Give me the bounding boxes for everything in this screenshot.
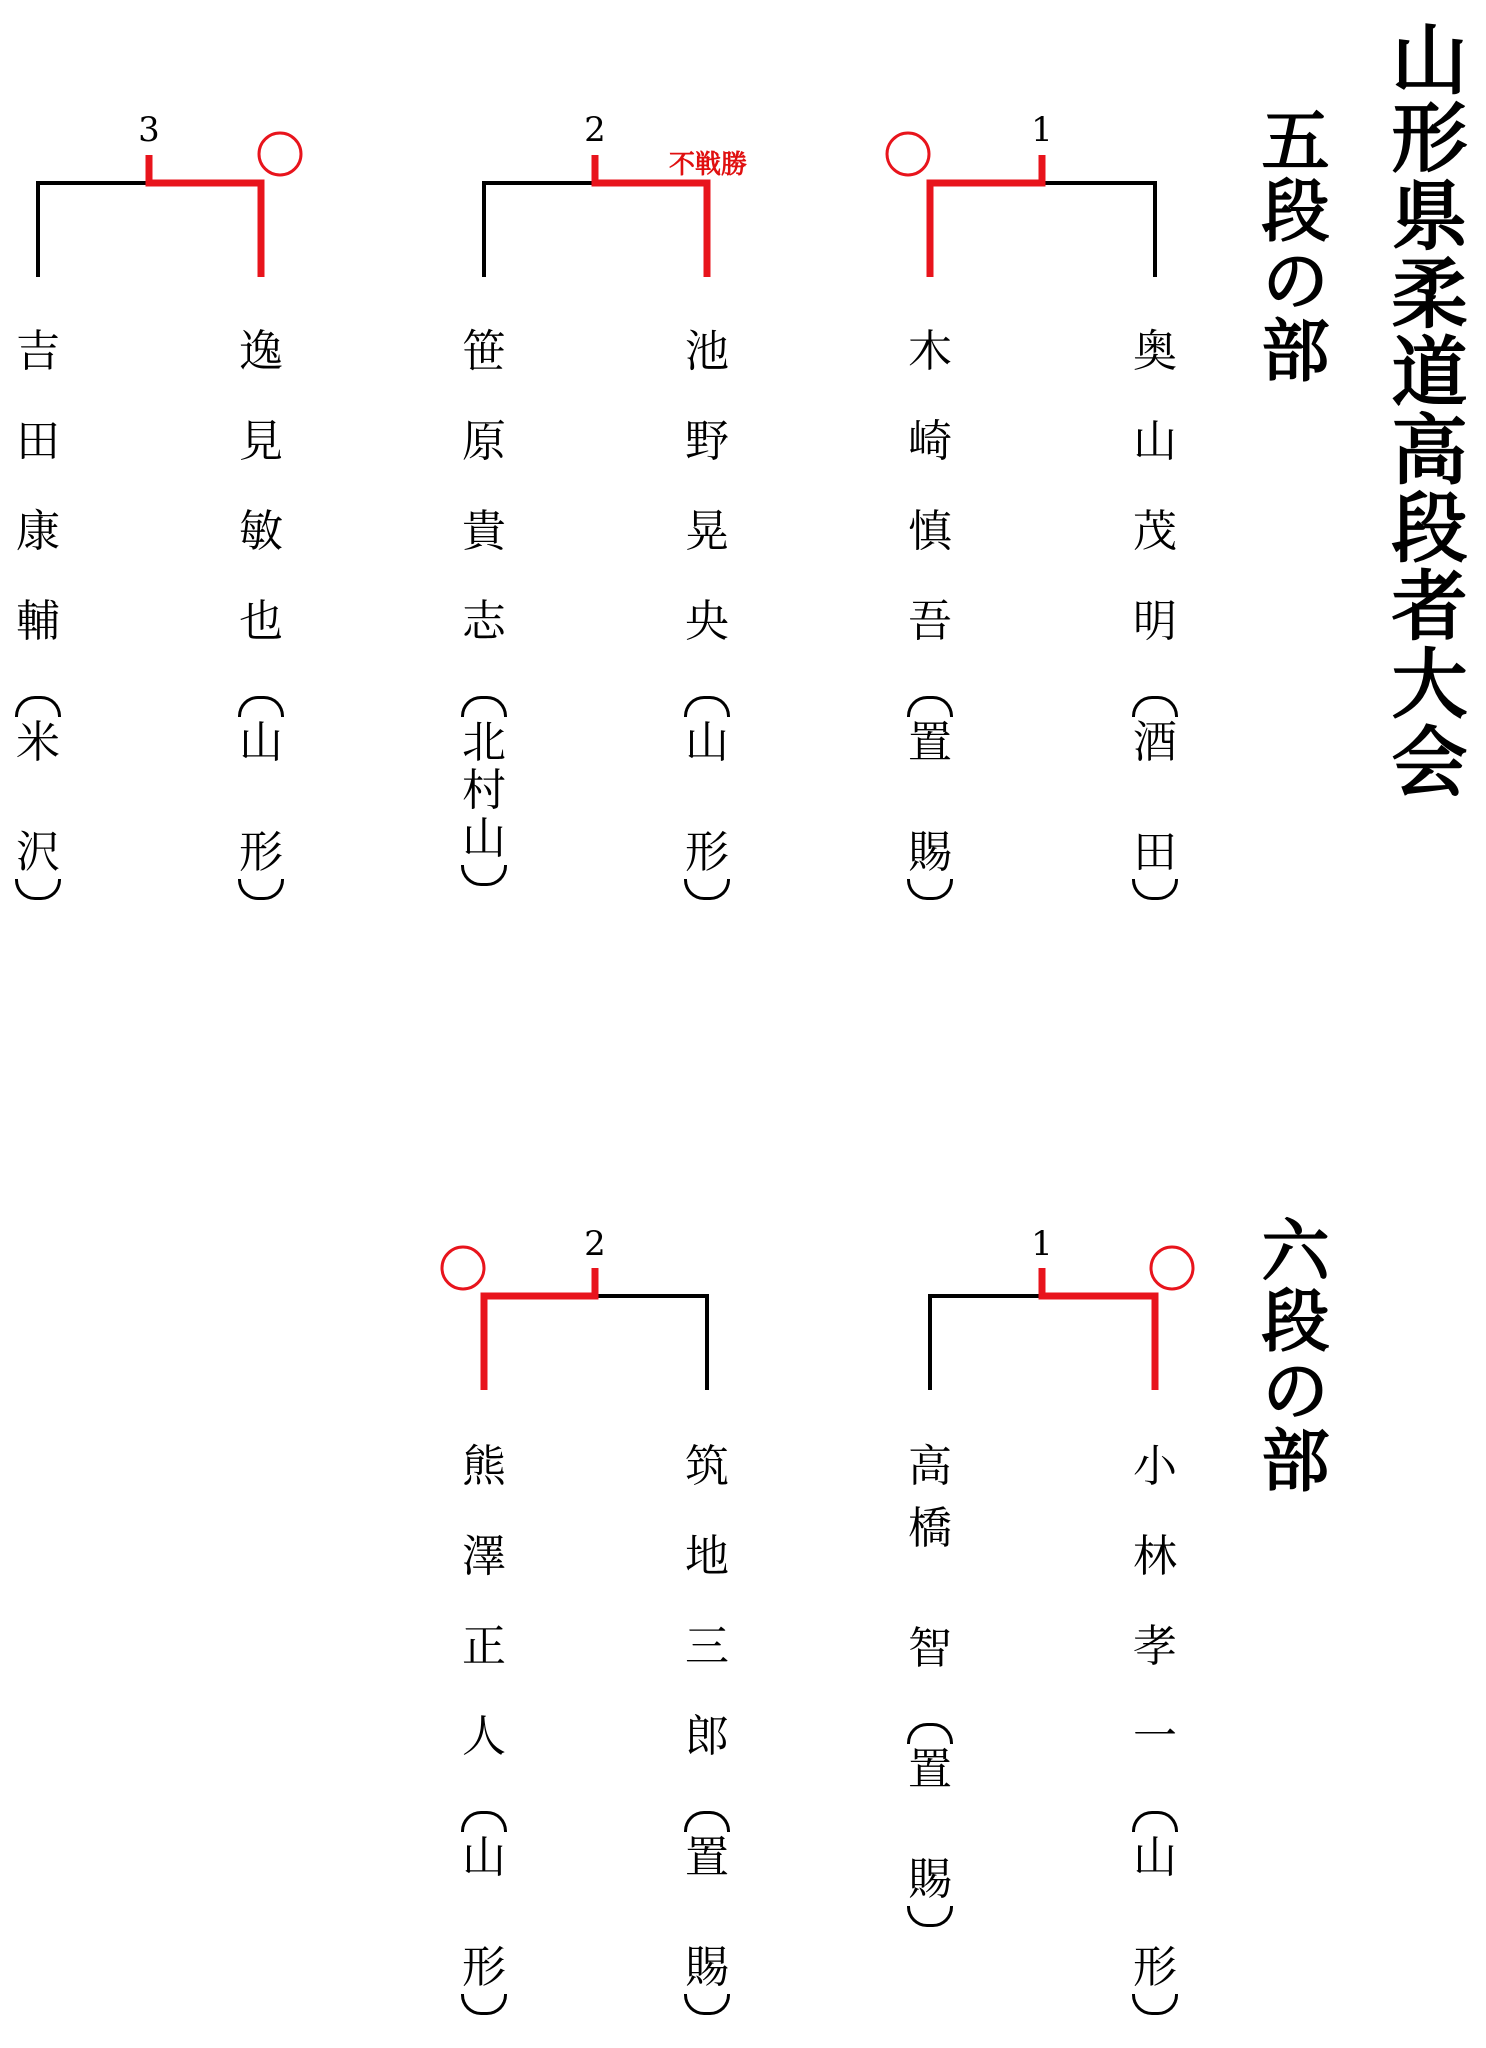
paren-close — [1132, 879, 1178, 900]
bracket-line-kizaki-win — [930, 155, 1042, 277]
paren-open — [907, 696, 953, 717]
match-number-2: 2 — [584, 1224, 606, 1264]
paren-open — [907, 1723, 953, 1744]
paren-open — [15, 696, 61, 717]
paren-close — [1132, 1994, 1178, 2015]
player-affiliation: 置 賜 — [908, 717, 952, 878]
paren-close — [907, 879, 953, 900]
player-tsukiji — [677, 1441, 737, 2015]
match-6dan-1 — [930, 1224, 1193, 1390]
winner-circle — [887, 133, 929, 175]
match-5dan-3 — [38, 110, 301, 277]
paren-close — [15, 879, 61, 900]
paren-open — [238, 696, 284, 717]
player-name: 筑 地 三 郎 — [685, 1441, 729, 1762]
winner-circle — [442, 1247, 484, 1289]
player-kumazawa — [454, 1441, 514, 2015]
player-yoshida — [8, 326, 68, 900]
bracket-line-hemmi-win — [149, 155, 261, 277]
player-kobayashi — [1125, 1441, 1185, 2015]
paren-close — [461, 865, 507, 886]
match-5dan-1 — [887, 110, 1155, 277]
paren-close — [238, 879, 284, 900]
player-sasahara — [454, 326, 514, 886]
section-heading-5dan: 五段の部 — [1250, 105, 1329, 385]
bracket-line-kobayashi-win — [1042, 1268, 1155, 1390]
player-affiliation: 米 沢 — [16, 717, 60, 878]
bracket-line-sasahara — [484, 183, 595, 277]
page-title: 山形県柔道高段者大会 — [1379, 20, 1468, 800]
player-name: 熊 澤 正 人 — [462, 1441, 506, 1762]
match-6dan-2 — [442, 1224, 707, 1390]
bracket-line-takahashi — [930, 1296, 1042, 1390]
player-kizaki — [900, 326, 960, 900]
paren-open — [461, 696, 507, 717]
player-affiliation: 山 形 — [1133, 1832, 1177, 1993]
paren-open — [684, 696, 730, 717]
player-affiliation: 山 形 — [462, 1832, 506, 1993]
player-name: 笹 原 貴 志 — [462, 326, 506, 647]
player-name: 奥 山 茂 明 — [1133, 326, 1177, 647]
player-name: 木 崎 慎 吾 — [908, 326, 952, 647]
player-affiliation: 北 村 山 — [462, 717, 506, 864]
match-number-3: 3 — [138, 110, 160, 150]
paren-close — [684, 879, 730, 900]
player-takahashi — [900, 1441, 960, 1927]
player-affiliation: 置 賜 — [908, 1744, 952, 1905]
paren-close — [684, 1994, 730, 2015]
player-affiliation: 山 形 — [685, 717, 729, 878]
winner-circle — [259, 133, 301, 175]
match-number-2: 2 — [584, 110, 606, 150]
bracket-line-yoshida — [38, 183, 149, 277]
paren-open — [461, 1811, 507, 1832]
bracket-line-okuyama — [1042, 183, 1155, 277]
match-number-1: 1 — [1031, 110, 1053, 150]
bracket-line-kumazawa-win — [484, 1268, 595, 1390]
bracket-line-tsukiji — [595, 1296, 707, 1390]
match-5dan-2 — [484, 110, 747, 277]
player-ikeno — [677, 326, 737, 900]
player-okuyama — [1125, 326, 1185, 900]
player-hemmi — [231, 326, 291, 900]
player-affiliation: 山 形 — [239, 717, 283, 878]
walkover-label: 不戦勝 — [668, 150, 748, 180]
match-number-1: 1 — [1031, 1224, 1053, 1264]
player-name: 高 橋 智 — [908, 1441, 952, 1674]
paren-close — [461, 1994, 507, 2015]
player-name: 吉 田 康 輔 — [16, 326, 60, 647]
player-name: 池 野 晃 央 — [685, 326, 729, 647]
paren-open — [1132, 1811, 1178, 1832]
section-heading-6dan: 六段の部 — [1250, 1215, 1329, 1495]
paren-open — [1132, 696, 1178, 717]
player-affiliation: 酒 田 — [1133, 717, 1177, 878]
paren-open — [684, 1811, 730, 1832]
winner-circle — [1151, 1247, 1193, 1289]
player-affiliation: 置 賜 — [685, 1832, 729, 1993]
player-name: 小 林 孝 一 — [1133, 1441, 1177, 1762]
player-name: 逸 見 敏 也 — [239, 326, 283, 647]
paren-close — [907, 1906, 953, 1927]
